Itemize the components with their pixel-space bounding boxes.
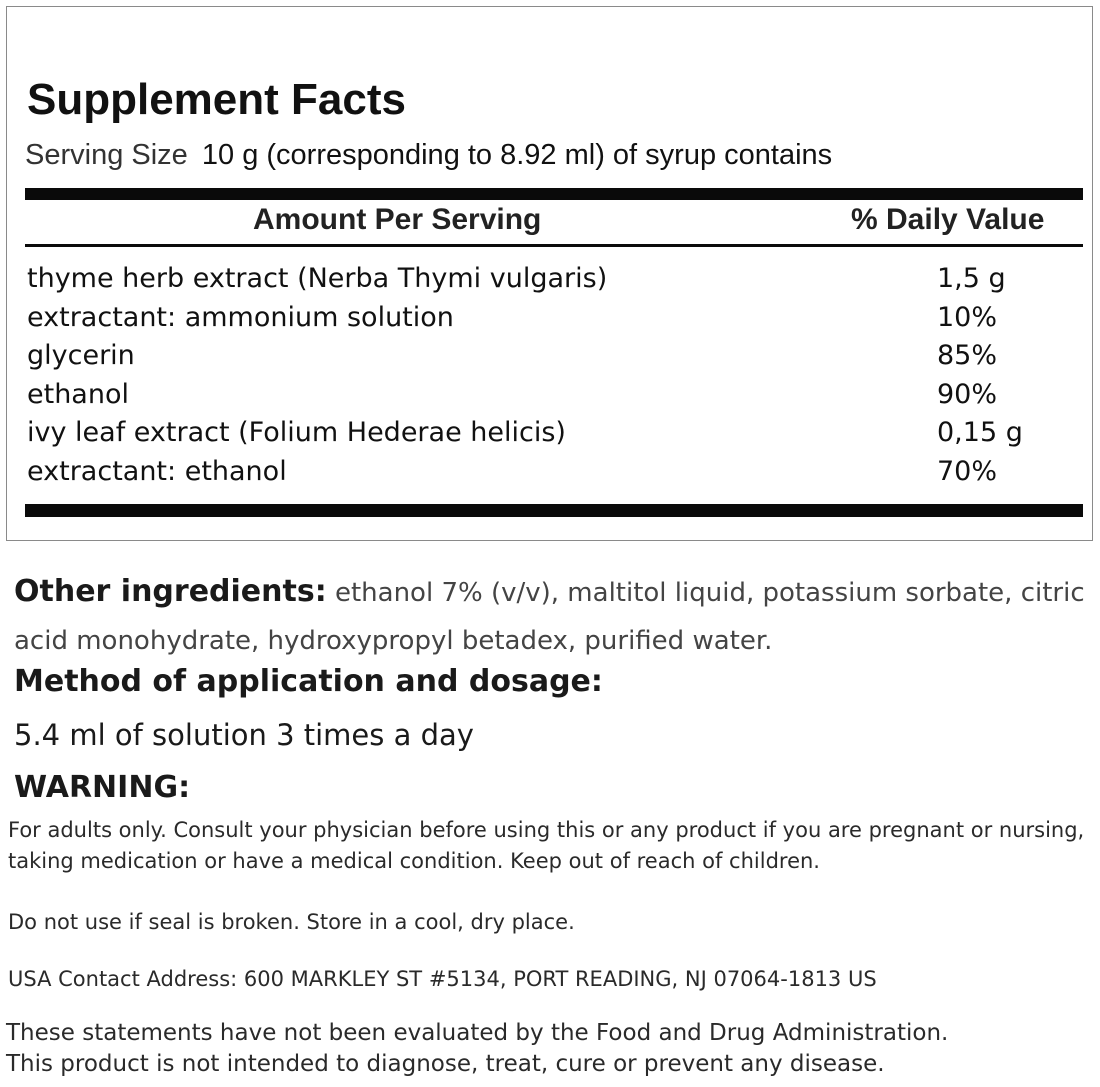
header-divider bbox=[25, 244, 1083, 247]
ingredient-name: thyme herb extract (Nerba Thymi vulgaris) bbox=[27, 263, 608, 294]
warning-heading: WARNING: bbox=[14, 770, 191, 805]
fda-disclaimer bbox=[6, 1018, 1096, 1080]
serving-size-value: 10 g (corresponding to 8.92 ml) of syrup contains bbox=[201, 139, 833, 171]
disclaimer-line-1: These statements have not been evaluated by the Food and Drug Administration. bbox=[6, 1020, 949, 1046]
other-ingredients bbox=[14, 568, 1089, 665]
other-ingredients-heading: Other ingredients: bbox=[14, 574, 327, 609]
ingredient-amount: 85% bbox=[937, 340, 998, 372]
amount-per-serving-header: Amount Per Serving bbox=[253, 203, 542, 236]
ingredient-row bbox=[27, 379, 1067, 418]
ingredient-name: ethanol bbox=[27, 378, 129, 410]
ingredient-row bbox=[27, 302, 1067, 341]
ingredient-amount: 0,15 g bbox=[937, 417, 1023, 449]
ingredient-amount: 10% bbox=[937, 301, 998, 333]
ingredient-list bbox=[27, 263, 1067, 495]
contact-value: 600 MARKLEY ST #5134, PORT READING, NJ 07064-1813 US bbox=[243, 967, 877, 991]
ingredient-name: extractant: ethanol bbox=[27, 455, 287, 487]
ingredient-amount: 1,5 g bbox=[937, 263, 1006, 294]
other-ingredients-text: ethanol 7% (v/v), maltitol liquid, potassium sorbate, citric acid monohydrate, hydroxypropyl betadex, purified water. bbox=[14, 578, 1085, 656]
ingredient-amount: 70% bbox=[937, 455, 998, 487]
ingredient-row bbox=[27, 417, 1067, 456]
method-text: 5.4 ml of solution 3 times a day bbox=[14, 718, 474, 752]
facts-title: Supplement Facts bbox=[27, 75, 406, 124]
warning-text: For adults only. Consult your physician before using this or any product if you are pregnant or nursing, taking medication or have a medical condition. Keep out of reach of children. bbox=[8, 818, 1085, 873]
ingredient-row bbox=[27, 263, 1067, 302]
contact-address bbox=[8, 967, 877, 991]
disclaimer-line-2: This product is not intended to diagnose, treat, cure or prevent any disease. bbox=[6, 1051, 885, 1077]
ingredient-name: extractant: ammonium solution bbox=[27, 301, 454, 333]
method-heading: Method of application and dosage: bbox=[14, 664, 603, 699]
ingredient-amount: 90% bbox=[937, 378, 998, 410]
contact-label: USA Contact Address: bbox=[8, 967, 238, 991]
ingredient-row bbox=[27, 456, 1067, 495]
ingredient-name: glycerin bbox=[27, 340, 135, 372]
storage-note: Do not use if seal is broken. Store in a cool, dry place. bbox=[8, 910, 575, 934]
serving-size-label: Serving Size bbox=[25, 139, 188, 171]
serving-size bbox=[25, 139, 832, 172]
top-divider bbox=[25, 188, 1083, 200]
ingredient-name: ivy leaf extract (Folium Hederae helicis) bbox=[27, 417, 566, 449]
bottom-divider bbox=[25, 504, 1083, 517]
ingredient-row bbox=[27, 340, 1067, 379]
supplement-facts-panel bbox=[6, 6, 1093, 541]
daily-value-header: % Daily Value bbox=[851, 203, 1045, 236]
